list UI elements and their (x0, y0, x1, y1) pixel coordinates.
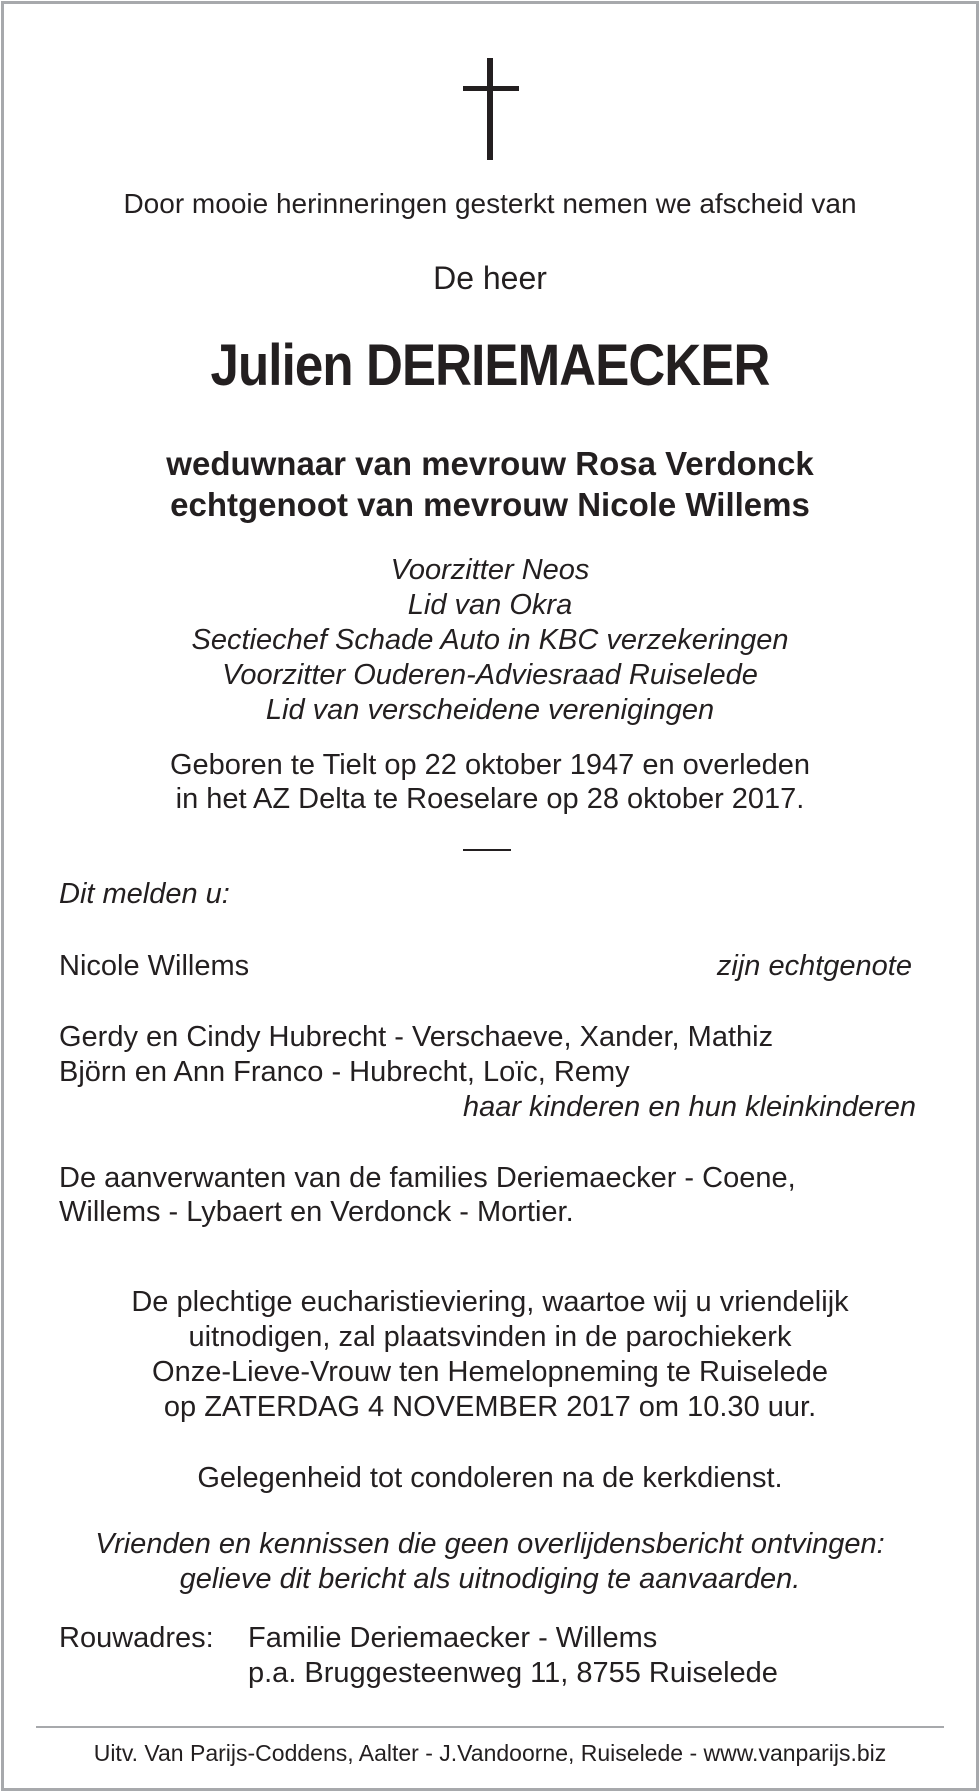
cross-icon (463, 58, 519, 160)
role-item: Sectiechef Schade Auto in KBC verzekeringen (191, 624, 789, 656)
children-relation: haar kinderen en hun kleinkinderen (462, 1091, 916, 1123)
separator-dash (463, 849, 511, 851)
families-line: De aanverwanten van de families Deriemaecker - Coene, (59, 1162, 796, 1194)
address-line: p.a. Bruggesteenweg 11, 8755 Ruiselede (248, 1657, 778, 1689)
relation-spouse: echtgenoot van mevrouw Nicole Willems (170, 486, 810, 523)
death-line: in het AZ Delta te Roeselare op 28 oktober 2017. (175, 783, 805, 815)
deceased-name: Julien DERIEMAECKER (210, 333, 770, 398)
announce-label: Dit melden u: (59, 878, 230, 910)
service-line: uitnodigen, zal plaatsvinden in de parochiekerk (188, 1321, 792, 1353)
service-line: op ZATERDAG 4 NOVEMBER 2017 om 10.30 uur. (163, 1391, 817, 1423)
address-label: Rouwadres: (59, 1622, 214, 1654)
role-item: Lid van verscheidene verenigingen (265, 694, 715, 726)
child-line: Björn en Ann Franco - Hubrecht, Loïc, Remy (59, 1056, 630, 1088)
role-item: Lid van Okra (407, 589, 573, 621)
address-line: Familie Deriemaecker - Willems (248, 1622, 658, 1654)
spouse-relation: zijn echtgenote (716, 950, 912, 982)
birth-line: Geboren te Tielt op 22 oktober 1947 en overleden (169, 749, 811, 781)
salutation: De heer (433, 260, 547, 296)
role-item: Voorzitter Ouderen-Adviesraad Ruiselede (222, 659, 758, 691)
invitation-line: gelieve dit bericht als uitnodiging te aanvaarden. (179, 1563, 801, 1595)
footer-text: Uitv. Van Parijs-Coddens, Aalter - J.Vandoorne, Ruiselede - www.vanparijs.biz (93, 1740, 887, 1766)
spouse-name: Nicole Willems (59, 950, 250, 982)
child-line: Gerdy en Cindy Hubrecht - Verschaeve, Xander, Mathiz (59, 1021, 774, 1053)
footer-rule (36, 1726, 944, 1728)
invitation-line: Vrienden en kennissen die geen overlijdensbericht ontvingen: (95, 1528, 885, 1560)
relation-widower: weduwnaar van mevrouw Rosa Verdonck (166, 445, 814, 482)
condolences-text: Gelegenheid tot condoleren na de kerkdienst. (197, 1462, 783, 1494)
service-line: De plechtige eucharistieviering, waartoe wij u vriendelijk (131, 1286, 849, 1318)
role-item: Voorzitter Neos (390, 554, 590, 586)
families-line: Willems - Lybaert en Verdonck - Mortier. (59, 1196, 574, 1228)
intro-text: Door mooie herinneringen gesterkt nemen we afscheid van (123, 188, 857, 219)
service-line: Onze-Lieve-Vrouw ten Hemelopneming te Ruiselede (152, 1356, 828, 1388)
